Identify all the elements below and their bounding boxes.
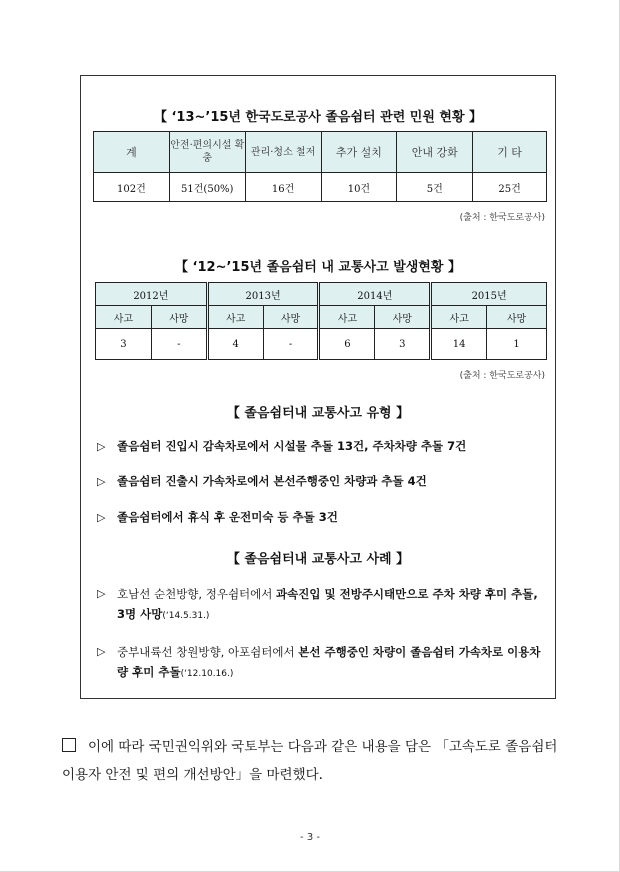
case-plain-text: 호남선 순천방향, 정우쉼터에서 [117,587,277,601]
accidents-value-row [96,329,547,360]
accidents-subheader: 사망 [487,306,547,329]
accidents-subheader: 사망 [151,306,207,329]
accidents-year: 2012년 [96,283,208,306]
accidents-value: - [263,329,319,360]
type-item [97,438,466,454]
triangle-bullet-icon: ▷ [97,511,106,524]
accidents-subheader-row [96,306,547,329]
accidents-subheader: 사고 [431,306,487,329]
complaints-value: 10건 [321,173,397,202]
complaints-value: 51건(50%) [169,173,245,202]
accidents-year: 2013년 [207,283,319,306]
type-item-text: 졸음쉼터에서 휴식 후 운전미숙 등 추돌 3건 [117,510,338,524]
complaints-header: 안내 강화 [397,132,473,173]
type-item [97,473,427,489]
paragraph-text: 이에 따라 국민권익위와 국토부는 다음과 같은 내용을 담은 「고속도로 졸음쉼터 이용자 안전 및 편의 개선방안」을 마련했다. [62,739,558,783]
accidents-value: 6 [319,329,375,360]
accidents-table [95,282,547,360]
types-title: 【 졸음쉼터내 교통사고 유형 】 [226,406,410,421]
case-bold-text: 과속진입 및 전방주시태만으로 주차 차량 후미 추돌, 3명 사망 [117,587,538,621]
accidents-subheader: 사고 [96,306,152,329]
accidents-subheader: 사망 [263,306,319,329]
complaints-title: 【 ‘13~’15년 한국도로공사 졸음쉼터 관련 민원 현황 】 [153,110,483,125]
complaints-header: 관리·청소 철저 [245,132,321,173]
case-item [97,584,545,626]
accidents-subheader: 사망 [375,306,431,329]
complaints-table [93,131,547,202]
case-bold-text: 본선 주행중인 차량이 졸음쉼터 가속차로 이용차량 후미 추돌 [117,645,541,679]
complaints-header-row [94,132,547,173]
complaints-value: 5건 [397,173,473,202]
complaints-source: (출처 : 한국도로공사) [459,213,545,223]
complaints-value: 25건 [473,173,547,202]
type-item [97,509,338,525]
complaints-header: 안전·편의시설 확충 [169,132,245,173]
case-plain-text: 중부내륙선 창원방향, 아포쉼터에서 [117,645,299,659]
accidents-subheader: 사고 [207,306,263,329]
accidents-year-row [96,283,547,306]
cases-title: 【 졸음쉼터내 교통사고 사례 】 [226,552,410,567]
info-box [80,75,556,699]
type-item-text: 졸음쉼터 진입시 감속차로에서 시설물 추돌 13건, 주차차량 추돌 7건 [117,439,467,453]
complaints-value: 16건 [245,173,321,202]
accidents-value: 4 [207,329,263,360]
accidents-value: - [151,329,207,360]
triangle-bullet-icon: ▷ [97,587,106,600]
accidents-value: 14 [431,329,487,360]
complaints-value: 102건 [94,173,170,202]
accidents-value: 3 [96,329,152,360]
case-item [97,642,545,684]
complaints-header: 계 [94,132,170,173]
accidents-subheader: 사고 [319,306,375,329]
type-item-text: 졸음쉼터 진출시 가속차로에서 본선주행중인 차량과 추돌 4건 [117,474,427,488]
complaints-header: 추가 설치 [321,132,397,173]
accidents-source: (출처 : 한국도로공사) [459,371,545,381]
triangle-bullet-icon: ▷ [97,440,106,453]
case-date: (‘14.5.31.) [162,611,210,621]
triangle-bullet-icon: ▷ [97,645,106,658]
triangle-bullet-icon: ▷ [97,475,106,488]
accidents-year: 2014년 [319,283,431,306]
accidents-value: 3 [375,329,431,360]
checkbox-square-icon [62,738,76,752]
body-paragraph [62,733,558,789]
case-date: (‘12.10.16.) [180,669,234,679]
page-number: - 3 - [300,832,320,843]
complaints-header: 기 타 [473,132,547,173]
complaints-value-row [94,173,547,202]
accidents-value: 1 [487,329,547,360]
accidents-year: 2015년 [431,283,547,306]
accidents-title: 【 ‘12~’15년 졸음쉼터 내 교통사고 발생현황 】 [175,260,461,275]
